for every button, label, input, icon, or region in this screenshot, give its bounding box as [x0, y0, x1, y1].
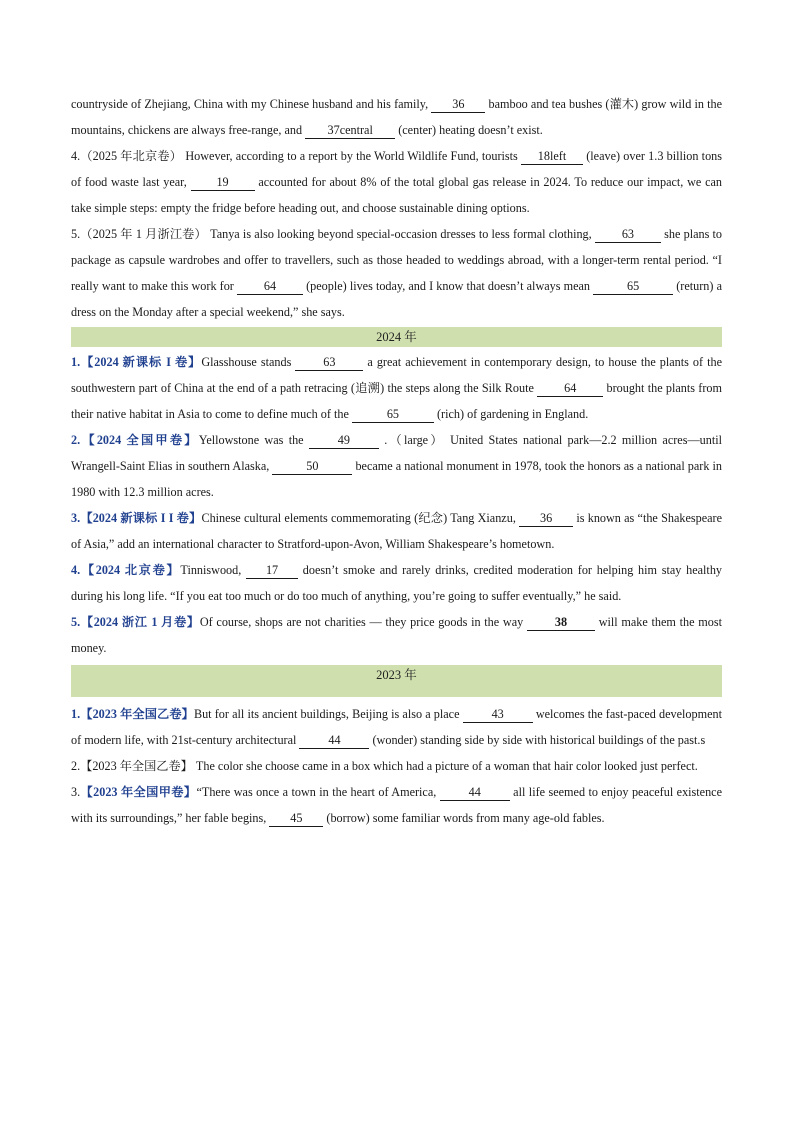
question-number: 3. — [71, 511, 81, 525]
year-header-2023: 2023 年 — [71, 665, 722, 697]
answer-blank: 63 — [295, 355, 363, 371]
question-2024-2: 2.【2024 全国甲卷】Yellowstone was the 49 .（large） United States national park—2.2 million acres—until Wrangell-Saint Elias in southern Alaska, 50 became a national monument in 1978, took the honors as a national park in 1980 with 12.3 million acres. — [71, 433, 722, 499]
answer-blank: 17 — [246, 563, 298, 579]
answer-blank: 45 — [269, 811, 323, 827]
answer-blank: 18left — [521, 149, 583, 165]
answer-blank: 37central — [305, 123, 395, 139]
question-2025-3: countryside of Zhejiang, China with my Chinese husband and his family, 36 bamboo and tea bushes (灌木) grow wild in the mountains, chickens are always free-range, and 37central (center) heating doesn’t exist. — [71, 97, 722, 137]
exam-source: 【2024 新课标 I 卷】 — [80, 355, 202, 369]
exam-source: 【2023 年全国甲卷】 — [80, 785, 197, 799]
answer-blank: 38 — [527, 615, 595, 631]
question-number: 4.（2025 年北京卷） — [71, 149, 183, 163]
question-2024-1: 1.【2024 新课标 I 卷】Glasshouse stands 63 a great achievement in contemporary design, to house the plants of the southwestern part of China at the end of a path retracing (追溯) the steps along the Silk Route 64 brought the plants from their native habitat in Asia to come to define much of the 65 (rich) of gardening in England. — [71, 355, 722, 421]
answer-blank: 64 — [537, 381, 603, 397]
answer-blank: 36 — [519, 511, 573, 527]
year-header-2024: 2024 年 — [71, 327, 722, 347]
question-number: 3. — [71, 785, 81, 799]
answer-blank: 50 — [272, 459, 352, 475]
exam-source: 【2023 年全国乙卷】 — [80, 759, 193, 773]
answer-blank: 44 — [299, 733, 369, 749]
answer-blank: 43 — [463, 707, 533, 723]
question-2023-2: 2.【2023 年全国乙卷】 The color she choose came in a box which had a picture of a woman that hair color looked just perfect. — [71, 759, 698, 773]
answer-blank: 64 — [237, 279, 303, 295]
question-2024-4: 4.【2024 北京卷】Tinniswood, 17 doesn’t smoke and rarely drinks, credited moderation for helping him stay healthy during his long life. “If you eat too much or do too much of anything, you’re going to suffer eventually,” he said. — [71, 563, 723, 603]
answer-blank: 36 — [431, 97, 485, 113]
question-number: 1. — [71, 355, 81, 369]
question-number: 5.（2025 年 1 月浙江卷） — [71, 227, 207, 241]
answer-blank: 49 — [309, 433, 379, 449]
answer-blank: 65 — [593, 279, 673, 295]
answer-blank: 19 — [191, 175, 255, 191]
question-2025-4: 4.（2025 年北京卷） However, according to a report by the World Wildlife Fund, tourists 18left (leave) over 1.3 billion tons of food waste last year, 19 accounted for about 8% of the total global gas release in 2024. To reduce our impact, we can take simple steps: empty the fridge before heading out, and choose sustainable dining options. — [71, 149, 723, 215]
question-2023-1: 1.【2023 年全国乙卷】But for all its ancient buildings, Beijing is also a place 43 welcomes the fast-paced development of modern life, with 21st-century architectural 44 (wonder) standing side by side with historical buildings of the past.s — [71, 707, 722, 747]
question-2023-3: 3.【2023 年全国甲卷】“There was once a town in the heart of America, 44 all life seemed to enjoy peaceful existence with its surroundings,” her fable begins, 45 (borrow) some familiar words from many age-old fables. — [71, 785, 722, 825]
answer-blank: 65 — [352, 407, 434, 423]
exam-source: 【2024 浙江 1 月卷】 — [80, 615, 200, 629]
exam-source: 【2024 新课标 I I 卷】 — [80, 511, 202, 525]
question-number: 1. — [71, 707, 81, 721]
question-number: 4. — [71, 563, 81, 577]
exam-source: 【2024 北京卷】 — [80, 563, 181, 577]
question-number: 2. — [71, 433, 81, 447]
answer-blank: 44 — [440, 785, 510, 801]
exam-source: 【2023 年全国乙卷】 — [80, 707, 194, 721]
question-number: 2. — [71, 759, 81, 773]
question-2025-5: 5.（2025 年 1 月浙江卷） Tanya is also looking beyond special-occasion dresses to less formal clothing, 63 she plans to package as capsule wardrobes and offer to travellers, such as those headed to weddings abroad, with a longer-term rental period. “I really want to make this work for 64 (people) lives today, and I know that doesn’t always mean 65 (return) a dress on the Monday after a special weekend,” she says. — [71, 227, 723, 319]
question-number: 5. — [71, 615, 81, 629]
answer-blank: 63 — [595, 227, 661, 243]
question-2024-5: 5.【2024 浙江 1 月卷】Of course, shops are not charities — they price goods in the way 38 will make them the most money. — [71, 615, 722, 655]
question-2024-3: 3.【2024 新课标 I I 卷】Chinese cultural elements commemorating (纪念) Tang Xianzu, 36 is known as “the Shakespeare of Asia,” add an international character to Stratford-upon-Avon, William Shakespeare’s hometown. — [71, 511, 722, 551]
exam-source: 【2024 全国甲卷】 — [80, 433, 199, 447]
document-body — [71, 91, 722, 831]
